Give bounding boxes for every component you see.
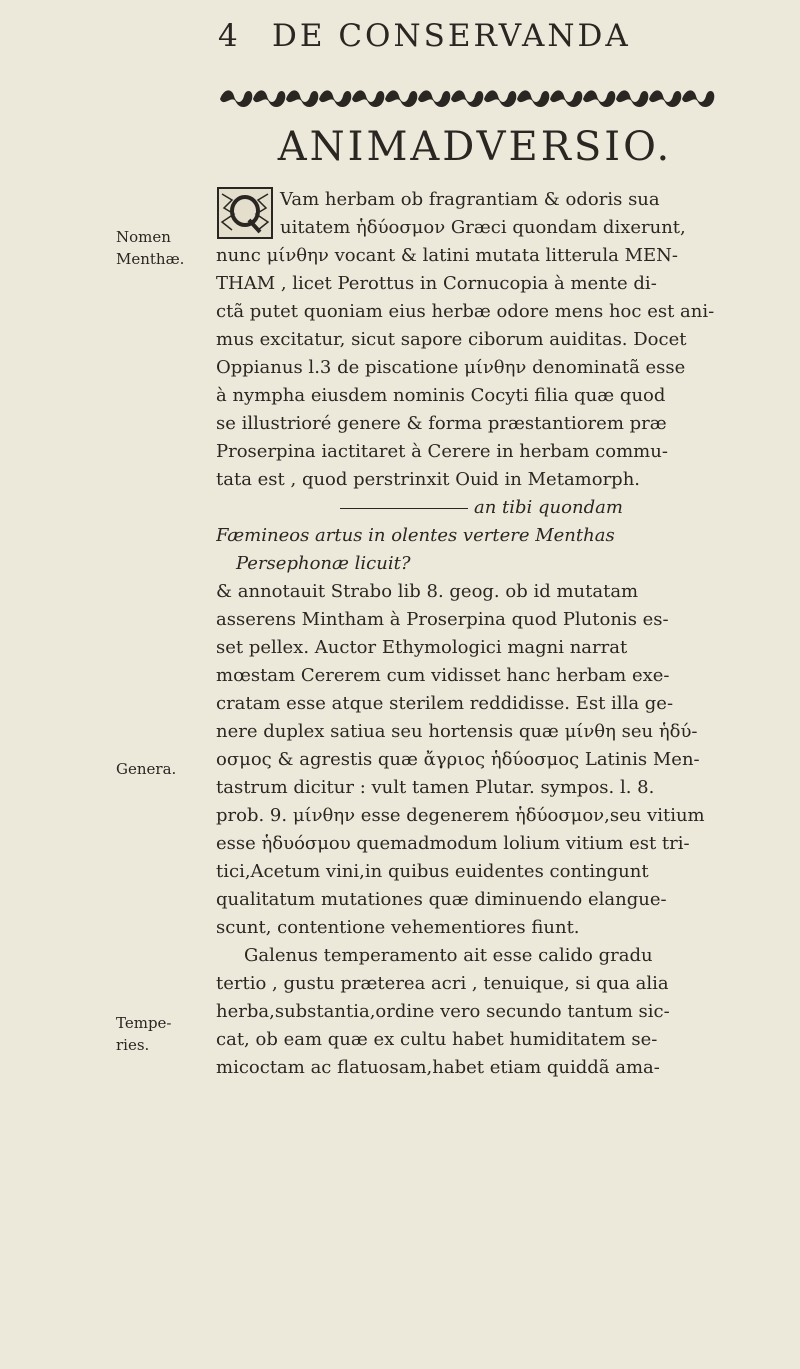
text-line: ctã putet quoniam eius herbæ odore mens hoc est ani-: [216, 301, 715, 322]
text-line: cratam esse atque sterilem reddidisse. Est illa ge-: [216, 693, 674, 714]
section-title: ANIMADVERSIO.: [277, 124, 673, 170]
margin-note-nomen: [116, 226, 216, 270]
verse-line: Persephonæ licuit?: [236, 553, 411, 574]
text-line: tata est , quod perstrinxit Ouid in Metamorph.: [216, 469, 641, 490]
text-line: & annotauit Strabo lib 8. geog. ob id mutatam: [216, 581, 639, 602]
verse-line: [216, 494, 738, 522]
margin-note-line: Tempe-: [116, 1014, 172, 1032]
text-line: qualitatum mutationes quæ diminuendo elangue-: [216, 889, 667, 910]
text-line: Galenus temperamento ait esse calido gradu: [244, 945, 653, 966]
main-text: [216, 186, 738, 1082]
page-number: 4: [218, 18, 241, 54]
text-line: Oppianus l.3 de piscatione μίνθην denominatã esse: [216, 357, 686, 378]
text-line: prob. 9. μίνθην esse degenerem ἡδύοσμον,seu vitium: [216, 805, 705, 826]
text-line: nunc μίνθην vocant & latini mutata litterula MEN-: [216, 245, 678, 266]
text-line: οσμος & agrestis quæ ἄγριος ἡδύοσμος Latinis Men-: [216, 749, 700, 770]
text-line: tici,Acetum vini,in quibus euidentes contingunt: [216, 861, 649, 882]
text-line: se illustrioré genere & forma præstantiorem præ: [216, 413, 667, 434]
text-line: uitatem ἡδύοσμον Græci quondam dixerunt,: [280, 217, 686, 238]
margin-note-line: Nomen: [116, 228, 171, 246]
text-line: Proserpina iactitaret à Cerere in herbam commu-: [216, 441, 668, 462]
text-line: cat, ob eam quæ ex cultu habet humiditatem se-: [216, 1029, 658, 1050]
verse-line: Fæmineos artus in olentes vertere Menthas: [216, 525, 615, 546]
text-line: herba,substantia,ordine vero secundo tantum sic-: [216, 1001, 670, 1022]
margin-note-genera: [116, 758, 216, 780]
verse-text: an tibi quondam: [474, 497, 623, 518]
margin-note-line: Menthæ.: [116, 250, 185, 268]
text-line: tastrum dicitur : vult tamen Plutar. sympos. l. 8.: [216, 777, 655, 798]
running-title: DE CONSERVANDA: [272, 18, 631, 54]
text-line: asserens Mintham à Proserpina quod Plutonis es-: [216, 609, 669, 630]
text-line: set pellex. Auctor Ethymologici magni narrat: [216, 637, 628, 658]
text-line: micoctam ac flatuosam,habet etiam quiddã ama-: [216, 1057, 660, 1078]
margin-note-temperies: [116, 1012, 216, 1056]
text-line: mœstam Cererem cum vidisset hanc herbam exe-: [216, 665, 670, 686]
running-head: [218, 14, 718, 58]
ornamental-border: [218, 86, 718, 112]
margin-note-line: Genera.: [116, 760, 177, 778]
text-line: tertio , gustu præterea acri , tenuique, si qua alia: [216, 973, 669, 994]
text-line: à nympha eiusdem nominis Cocyti filia quæ quod: [216, 385, 666, 406]
text-line: THAM , licet Perottus in Cornucopia à mente di-: [216, 273, 657, 294]
text-line: nere duplex satiua seu hortensis quæ μίνθη seu ἡδύ-: [216, 721, 698, 742]
text-line: mus excitatur, sicut sapore ciborum auiditas. Docet: [216, 329, 687, 350]
rule: [340, 508, 468, 509]
margin-note-line: ries.: [116, 1036, 150, 1054]
text-line: Vam herbam ob fragrantiam & odoris sua: [280, 189, 660, 210]
text-line: scunt, contentione vehementiores fiunt.: [216, 917, 580, 938]
text-line: esse ἡδυόσμου quemadmodum lolium vitium est tri-: [216, 833, 690, 854]
